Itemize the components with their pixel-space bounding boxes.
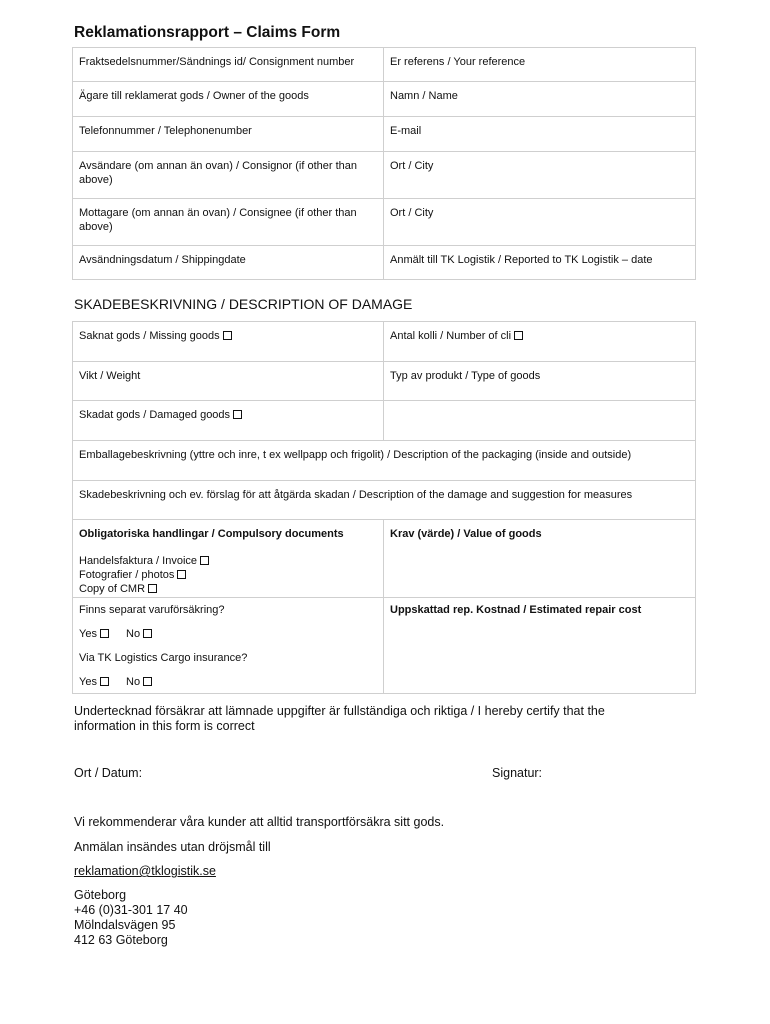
missing-goods-label: Saknat gods / Missing goods [79, 330, 220, 342]
tk-no-checkbox[interactable] [143, 677, 152, 686]
number-of-colli-checkbox[interactable] [514, 331, 523, 340]
recommendation-text: Vi rekommenderar våra kunder att alltid transportförsäkra sitt gods. [74, 815, 445, 829]
number-of-colli-cell[interactable] [384, 322, 696, 362]
address-block [74, 888, 188, 948]
cmr-checkbox[interactable] [148, 584, 157, 593]
separate-yes-label: Yes [79, 628, 97, 640]
damage-description-field[interactable]: Skadebeskrivning och ev. förslag för att åtgärda skadan / Description of the damage and suggestion for measures [73, 481, 696, 520]
number-of-colli-label: Antal kolli / Number of cli [390, 330, 512, 342]
damage-table [72, 321, 696, 694]
certification-text: Undertecknad försäkrar att lämnade uppgifter är fullständiga och riktiga / I hereby certify that the information in this form is correct [74, 704, 605, 733]
damaged-goods-checkbox[interactable] [233, 410, 242, 419]
separate-insurance-question: Finns separat varuförsäkring? [79, 604, 225, 616]
send-to-text: Anmälan insändes utan dröjsmål till [74, 840, 271, 854]
tk-insurance-question: Via TK Logistics Cargo insurance? [79, 652, 248, 664]
page-title: Reklamationsrapport – Claims Form [74, 24, 341, 41]
address-city: Göteborg [74, 888, 127, 902]
photos-label: Fotografier / photos [79, 569, 175, 581]
type-of-goods-field[interactable]: Typ av produkt / Type of goods [384, 362, 696, 401]
signature-label: Signatur: [492, 766, 543, 780]
invoice-label: Handelsfaktura / Invoice [79, 555, 198, 567]
consignee-field[interactable]: Mottagare (om annan än ovan) / Consignee (if other than above) [73, 199, 384, 246]
compulsory-documents-cell [73, 520, 384, 598]
damaged-goods-label: Skadat gods / Damaged goods [79, 409, 231, 421]
email-field[interactable]: E-mail [384, 117, 696, 152]
invoice-item[interactable] [79, 554, 377, 568]
reported-date-field[interactable]: Anmält till TK Logistik / Reported to TK Logistik – date [384, 246, 696, 280]
compulsory-documents-heading: Obligatoriska handlingar / Compulsory documents [79, 528, 344, 540]
empty-cell[interactable] [384, 401, 696, 441]
weight-field[interactable]: Vikt / Weight [73, 362, 384, 401]
general-info-table [72, 47, 696, 280]
separate-yes-checkbox[interactable] [100, 629, 109, 638]
consignee-city-field[interactable]: Ort / City [384, 199, 696, 246]
cmr-item[interactable] [79, 582, 377, 596]
repair-cost-field[interactable]: Uppskattad rep. Kostnad / Estimated repair cost [384, 598, 696, 694]
consignor-field[interactable]: Avsändare (om annan än ovan) / Consignor (if other than above) [73, 152, 384, 199]
cmr-label: Copy of CMR [79, 583, 146, 595]
photos-checkbox[interactable] [177, 570, 186, 579]
place-date-label: Ort / Datum: [74, 766, 143, 780]
tk-no-label: No [126, 676, 141, 688]
consignment-number-field[interactable]: Fraktsedelsnummer/Sändnings id/ Consignment number [73, 48, 384, 82]
tk-yes-label: Yes [79, 676, 97, 688]
missing-goods-cell[interactable] [73, 322, 384, 362]
your-reference-field[interactable]: Er referens / Your reference [384, 48, 696, 82]
damage-heading: SKADEBESKRIVNING / DESCRIPTION OF DAMAGE [74, 296, 413, 312]
value-of-goods-field[interactable]: Krav (värde) / Value of goods [384, 520, 696, 598]
insurance-cell [73, 598, 384, 694]
name-field[interactable]: Namn / Name [384, 82, 696, 117]
separate-no-checkbox[interactable] [143, 629, 152, 638]
consignor-city-field[interactable]: Ort / City [384, 152, 696, 199]
address-postal: 412 63 Göteborg [74, 933, 168, 947]
owner-field[interactable]: Ägare till reklamerat gods / Owner of the goods [73, 82, 384, 117]
missing-goods-checkbox[interactable] [223, 331, 232, 340]
address-phone: +46 (0)31-301 17 40 [74, 903, 188, 917]
separate-no-label: No [126, 628, 141, 640]
damaged-goods-cell[interactable] [73, 401, 384, 441]
photos-item[interactable] [79, 568, 377, 582]
telephone-field[interactable]: Telefonnummer / Telephonenumber [73, 117, 384, 152]
address-street: Mölndalsvägen 95 [74, 918, 176, 932]
invoice-checkbox[interactable] [200, 556, 209, 565]
email-link[interactable]: reklamation@tklogistik.se [74, 864, 216, 878]
shipping-date-field[interactable]: Avsändningsdatum / Shippingdate [73, 246, 384, 280]
tk-yes-checkbox[interactable] [100, 677, 109, 686]
packaging-description-field[interactable]: Emballagebeskrivning (yttre och inre, t ex wellpapp och frigolit) / Description of the packaging (inside and outside) [73, 441, 696, 481]
